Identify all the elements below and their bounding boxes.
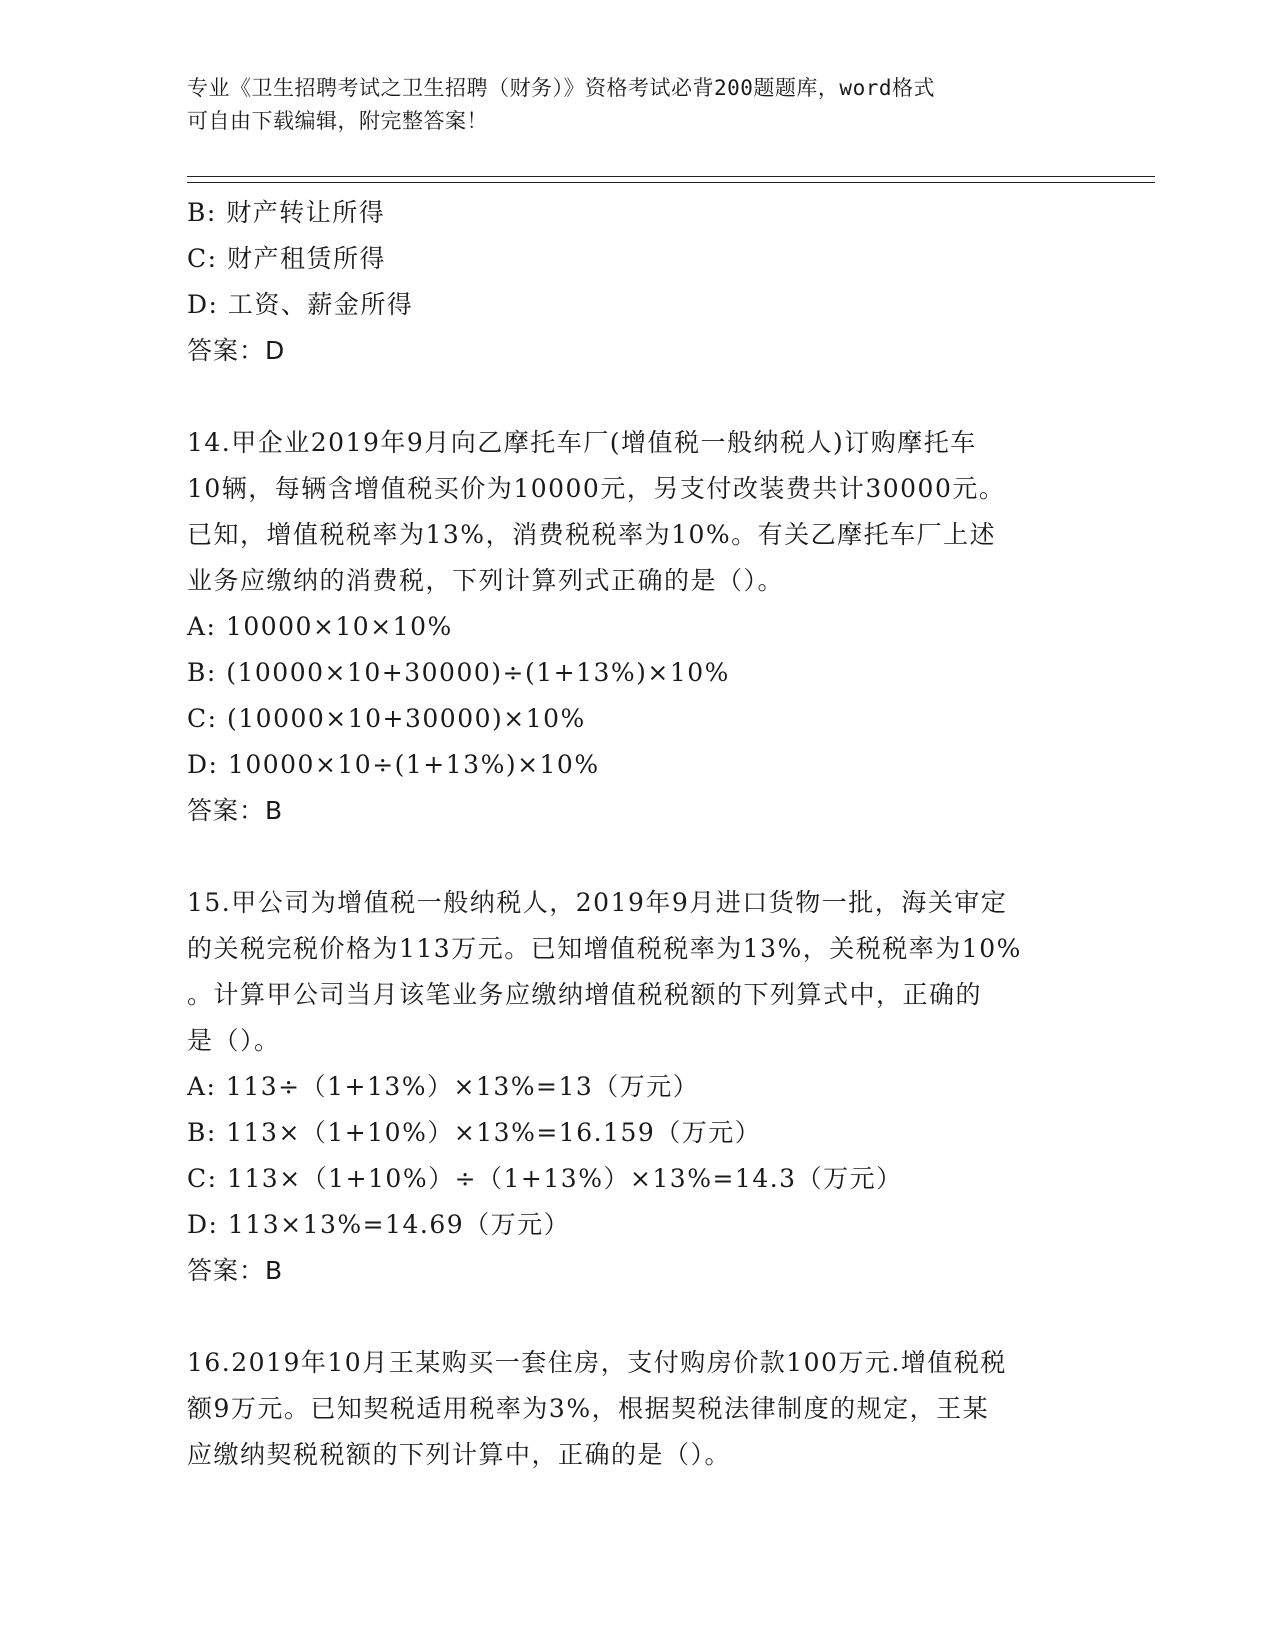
question-16	[187, 1340, 1087, 1478]
option-d: D: 10000×10÷(1+13%)×10%	[187, 750, 600, 779]
option-c: C: (10000×10+30000)×10%	[187, 704, 586, 733]
question-text-line: 15.甲公司为增值税一般纳税人，2019年9月进口货物一批，海关审定	[187, 888, 1008, 917]
option-a: A: 10000×10×10%	[187, 612, 453, 641]
document-body	[187, 190, 1087, 1478]
question-text-line: 14.甲企业2019年9月向乙摩托车厂(增值税一般纳税人)订购摩托车	[187, 428, 977, 457]
option-b: B: 113×（1+10%）×13%=16.159（万元）	[187, 1118, 762, 1147]
question-text-line: 是（）。	[187, 1026, 281, 1055]
option-c: C: 113×（1+10%）÷（1+13%）×13%=14.3（万元）	[187, 1164, 903, 1193]
document-header	[187, 72, 1087, 138]
question-text-line: 。计算甲公司当月该笔业务应缴纳增值税税额的下列算式中，正确的	[187, 980, 983, 1009]
answer: 答案：B	[187, 1256, 284, 1285]
question-15	[187, 880, 1087, 1294]
question-14	[187, 420, 1087, 834]
answer: 答案：B	[187, 796, 284, 825]
question-text-line: 应缴纳契税税额的下列计算中，正确的是（）。	[187, 1440, 732, 1469]
option-b: B: (10000×10+30000)÷(1+13%)×10%	[187, 658, 730, 687]
header-rule-bottom	[187, 182, 1155, 183]
option-c: C: 财产租赁所得	[187, 244, 386, 273]
question-text-line: 16.2019年10月王某购买一套住房，支付购房价款100万元.增值税税	[187, 1348, 1007, 1377]
answer: 答案：D	[187, 336, 286, 365]
option-b: B: 财产转让所得	[187, 198, 386, 227]
option-d: D: 工资、薪金所得	[187, 290, 414, 319]
option-a: A: 113÷（1+13%）×13%=13（万元）	[187, 1072, 700, 1101]
question-text-line: 的关税完税价格为113万元。已知增值税税率为13%，关税税率为10%	[187, 934, 1022, 963]
question-text-line: 额9万元。已知契税适用税率为3%，根据契税法律制度的规定，王某	[187, 1394, 990, 1423]
question-13	[187, 190, 1087, 374]
question-text-line: 已知，增值税税率为13%，消费税税率为10%。有关乙摩托车厂上述	[187, 520, 997, 549]
header-line-1: 专业《卫生招聘考试之卫生招聘（财务）》资格考试必背200题题库，word格式	[187, 76, 935, 100]
question-text-line: 10辆，每辆含增值税买价为10000元，另支付改装费共计30000元。	[187, 474, 1006, 503]
question-text-line: 业务应缴纳的消费税，下列计算列式正确的是（）。	[187, 566, 785, 595]
header-line-2: 可自由下载编辑，附完整答案！	[187, 109, 488, 133]
header-rule-top	[187, 176, 1155, 177]
option-d: D: 113×13%=14.69（万元）	[187, 1210, 571, 1239]
